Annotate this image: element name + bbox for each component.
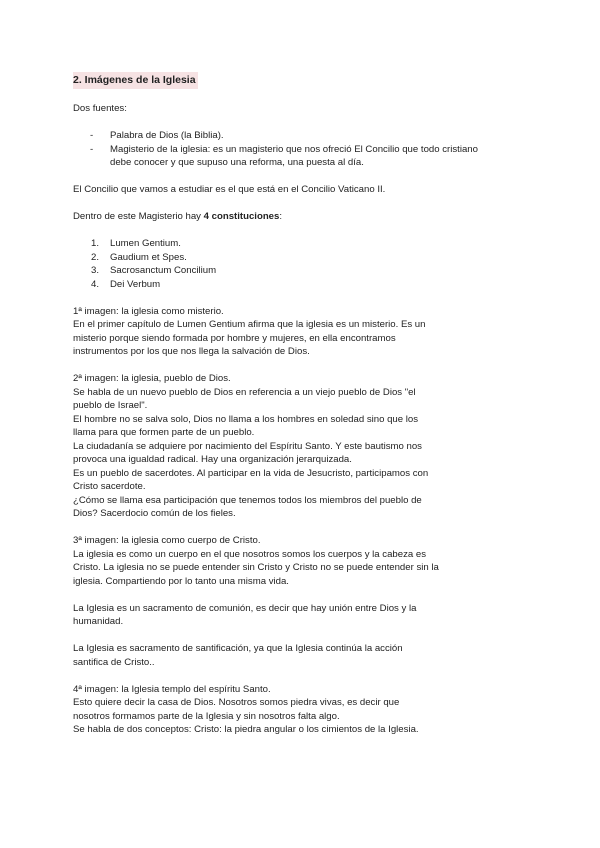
text-line: Se habla de un nuevo pueblo de Dios en referencia a un viejo pueblo de Dios "el <box>73 386 416 398</box>
text-line: Es un pueblo de sacerdotes. Al participar en la vida de Jesucristo, participamos con <box>73 467 429 479</box>
text-line: ¿Cómo se llama esa participación que tenemos todos los miembros del pueblo de <box>73 494 422 506</box>
text-line: La iglesia es como un cuerpo en el que nosotros somos los cuerpos y la cabeza es <box>73 548 427 560</box>
text-line: Cristo sacerdote. <box>73 481 146 492</box>
text-line: humanidad. <box>73 616 124 627</box>
text-line: 4ª imagen: la Iglesia templo del espíritu Santo. <box>73 683 271 695</box>
text-line: 2ª imagen: la iglesia, pueblo de Dios. <box>73 373 231 384</box>
number-marker: 3. <box>91 265 100 276</box>
text-line: iglesia. Compartiendo por lo tanto una misma vida. <box>73 575 289 587</box>
magisterio-paragraph <box>73 210 533 224</box>
text-line: provoca una igualdad radical. Hay una organización jerarquizada. <box>73 454 352 465</box>
concilio-paragraph: El Concilio que vamos a estudiar es el que está en el Concilio Vaticano II. <box>73 184 386 195</box>
constituciones-list <box>73 237 533 291</box>
text-line: 1ª imagen: la iglesia como misterio. <box>73 305 224 317</box>
list-item-text: Dei Verbum <box>110 278 161 290</box>
list-item <box>73 237 533 251</box>
dash-marker: - <box>90 130 94 141</box>
magisterio-bold: 4 constituciones <box>203 211 280 222</box>
text-line: pueblo de Israel". <box>73 400 148 411</box>
intro-line: Dos fuentes: <box>73 103 127 114</box>
number-marker: 1. <box>91 238 100 249</box>
text-line: instrumentos por los que nos llega la salvación de Dios. <box>73 346 310 357</box>
text-line: llama para que formen parte de un pueblo. <box>73 427 255 438</box>
list-item <box>73 143 533 170</box>
text-line: santifica de Cristo.. <box>73 656 155 668</box>
list-item-text: Magisterio de la iglesia: es un magisterio que nos ofreció El Concilio que todo cristiano <box>110 143 478 155</box>
dash-marker: - <box>90 143 94 155</box>
list-item-text: Lumen Gentium. <box>110 238 181 249</box>
imagen-2-section <box>73 372 533 521</box>
list-item <box>73 278 533 292</box>
text-line: Esto quiere decir la casa de Dios. Nosotros somos piedra vivas, es decir que <box>73 697 400 708</box>
document-page <box>73 68 533 737</box>
text-line: La ciudadanía se adquiere por nacimiento del Espíritu Santo. Y este bautismo nos <box>73 440 422 452</box>
comunion-paragraph <box>73 602 533 629</box>
text-line: Cristo. La iglesia no se puede entender sin Cristo y Cristo no se puede entender sin la <box>73 562 439 573</box>
text-line: Dios? Sacerdocio común de los fieles. <box>73 508 236 519</box>
imagen-3-section <box>73 534 533 588</box>
text-line: misterio porque siendo formada por hombre y mujeres, en ella encontramos <box>73 332 396 344</box>
list-item <box>73 264 533 278</box>
sources-list <box>73 129 533 170</box>
magisterio-text: Dentro de este Magisterio hay <box>73 211 204 222</box>
list-item <box>73 129 533 143</box>
list-item-text: Gaudium et Spes. <box>110 251 187 263</box>
text-line: Se habla de dos conceptos: Cristo: la piedra angular o los cimientos de la Iglesia. <box>73 724 419 735</box>
magisterio-colon: : <box>279 211 283 222</box>
imagen-1-section <box>73 305 533 359</box>
text-line: La Iglesia es un sacramento de comunión, es decir que hay unión entre Dios y la <box>73 602 417 614</box>
imagen-4-section <box>73 683 533 737</box>
text-line: El hombre no se salva solo, Dios no llama a los hombres en soledad sino que los <box>73 413 419 425</box>
number-marker: 2. <box>91 251 100 263</box>
text-line: La Iglesia es sacramento de santificación, ya que la Iglesia continúa la acción <box>73 643 403 654</box>
text-line: nosotros formamos parte de la Iglesia y sin nosotros falta algo. <box>73 710 340 722</box>
list-item-text: Palabra de Dios (la Biblia). <box>110 130 224 141</box>
santificacion-paragraph <box>73 642 533 669</box>
list-item-text: Sacrosanctum Concilium <box>110 265 217 276</box>
list-item <box>73 251 533 265</box>
text-line: 3ª imagen: la iglesia como cuerpo de Cristo. <box>73 535 261 546</box>
text-line: En el primer capítulo de Lumen Gentium afirma que la iglesia es un misterio. Es un <box>73 319 426 330</box>
section-heading: 2. Imágenes de la Iglesia <box>73 72 198 89</box>
list-item-text: debe conocer y que supuso una reforma, una puesta al día. <box>110 157 364 168</box>
number-marker: 4. <box>91 278 100 290</box>
